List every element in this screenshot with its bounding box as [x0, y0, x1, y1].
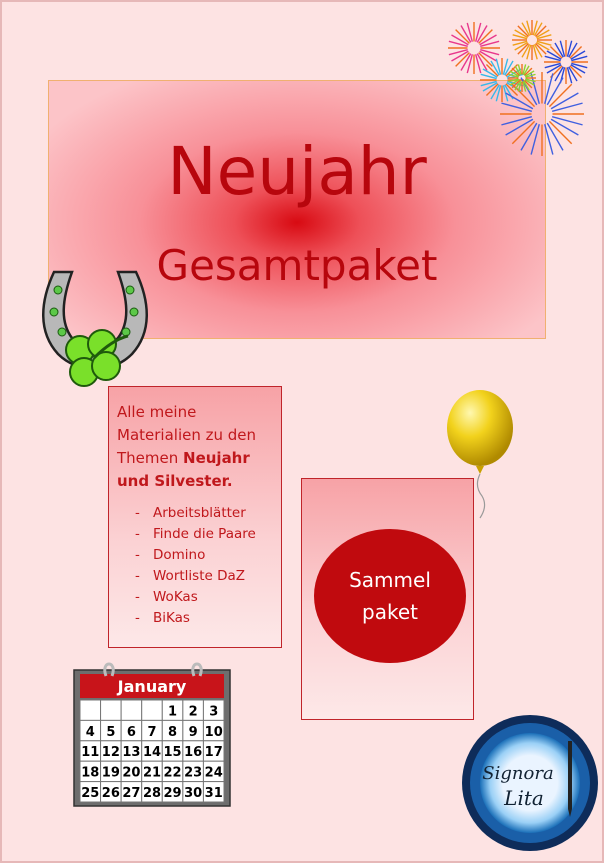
intro-bold-text: Neujahr und Silvester. — [117, 449, 250, 490]
calendar-day: 12 — [101, 745, 120, 761]
calendar-day: 13 — [122, 745, 141, 761]
firework-ray — [501, 103, 531, 111]
calendar-day: 6 — [126, 724, 136, 740]
signora-lita-logo — [460, 713, 600, 853]
calendar-month: January — [117, 677, 187, 696]
bundle-line2: paket — [362, 600, 418, 624]
calendar-cell — [121, 700, 142, 720]
calendar-cell — [142, 700, 163, 720]
firework-ray — [552, 103, 582, 111]
calendar-day: 2 — [188, 704, 198, 720]
calendar-day: 23 — [184, 765, 203, 781]
list-item: - Arbeitsblätter — [135, 503, 281, 524]
title-neujahr: Neujahr — [167, 133, 427, 210]
calendar-day: 14 — [142, 745, 162, 761]
calendar-day: 21 — [142, 765, 162, 781]
calendar-day: 1 — [168, 704, 178, 720]
calendar-day: 4 — [85, 724, 95, 740]
calendar-day: 3 — [209, 704, 219, 720]
calendar-day: 7 — [147, 724, 157, 740]
firework-ray — [501, 117, 531, 125]
bundle-line1: Sammel — [349, 568, 431, 592]
calendar-day: 8 — [168, 724, 178, 740]
calendar-day: 18 — [81, 765, 100, 781]
bundle-badge — [314, 529, 466, 663]
calendar-day: 20 — [122, 765, 141, 781]
list-item: - Wortliste DaZ — [135, 566, 281, 587]
title-gesamtpaket: Gesamtpaket — [156, 241, 438, 290]
list-item: - WoKas — [135, 587, 281, 608]
calendar-icon — [72, 662, 232, 807]
calendar-cell — [80, 700, 101, 720]
materials-intro — [117, 401, 273, 493]
calendar-day: 29 — [163, 786, 182, 801]
calendar-day: 15 — [163, 745, 182, 761]
calendar-day: 30 — [184, 786, 203, 801]
calendar-day: 25 — [81, 786, 100, 801]
calendar-day: 16 — [184, 745, 203, 761]
calendar-day: 19 — [101, 765, 120, 781]
list-item: - BiKas — [135, 608, 281, 629]
calendar-day: 9 — [188, 724, 198, 740]
firework-ray — [545, 124, 553, 154]
firework-ray — [552, 117, 582, 125]
materials-panel — [108, 386, 282, 648]
calendar-cell — [101, 700, 122, 720]
calendar-day: 5 — [106, 724, 116, 740]
horseshoe-clover-icon — [32, 260, 157, 400]
calendar-day: 24 — [204, 765, 223, 781]
list-item: - Finde die Paare — [135, 524, 281, 545]
logo-signora: Signora — [482, 763, 554, 784]
intro-text: Alle meine Materialien zu den Themen — [117, 403, 257, 467]
calendar-day: 17 — [204, 745, 223, 761]
materials-list — [135, 503, 281, 629]
bundle-panel — [301, 478, 474, 720]
calendar-day: 22 — [163, 765, 182, 781]
list-item: - Domino — [135, 545, 281, 566]
calendar-day: 11 — [81, 745, 100, 761]
calendar-day: 31 — [204, 786, 223, 801]
calendar-day: 27 — [122, 786, 141, 801]
firework-ray — [545, 73, 553, 103]
logo-lita: Lita — [504, 786, 544, 810]
calendar-day: 26 — [101, 786, 120, 801]
calendar-day: 10 — [204, 724, 223, 740]
calendar-day: 28 — [142, 786, 162, 801]
firework-ray — [531, 124, 539, 154]
fireworks-icon — [442, 18, 592, 163]
